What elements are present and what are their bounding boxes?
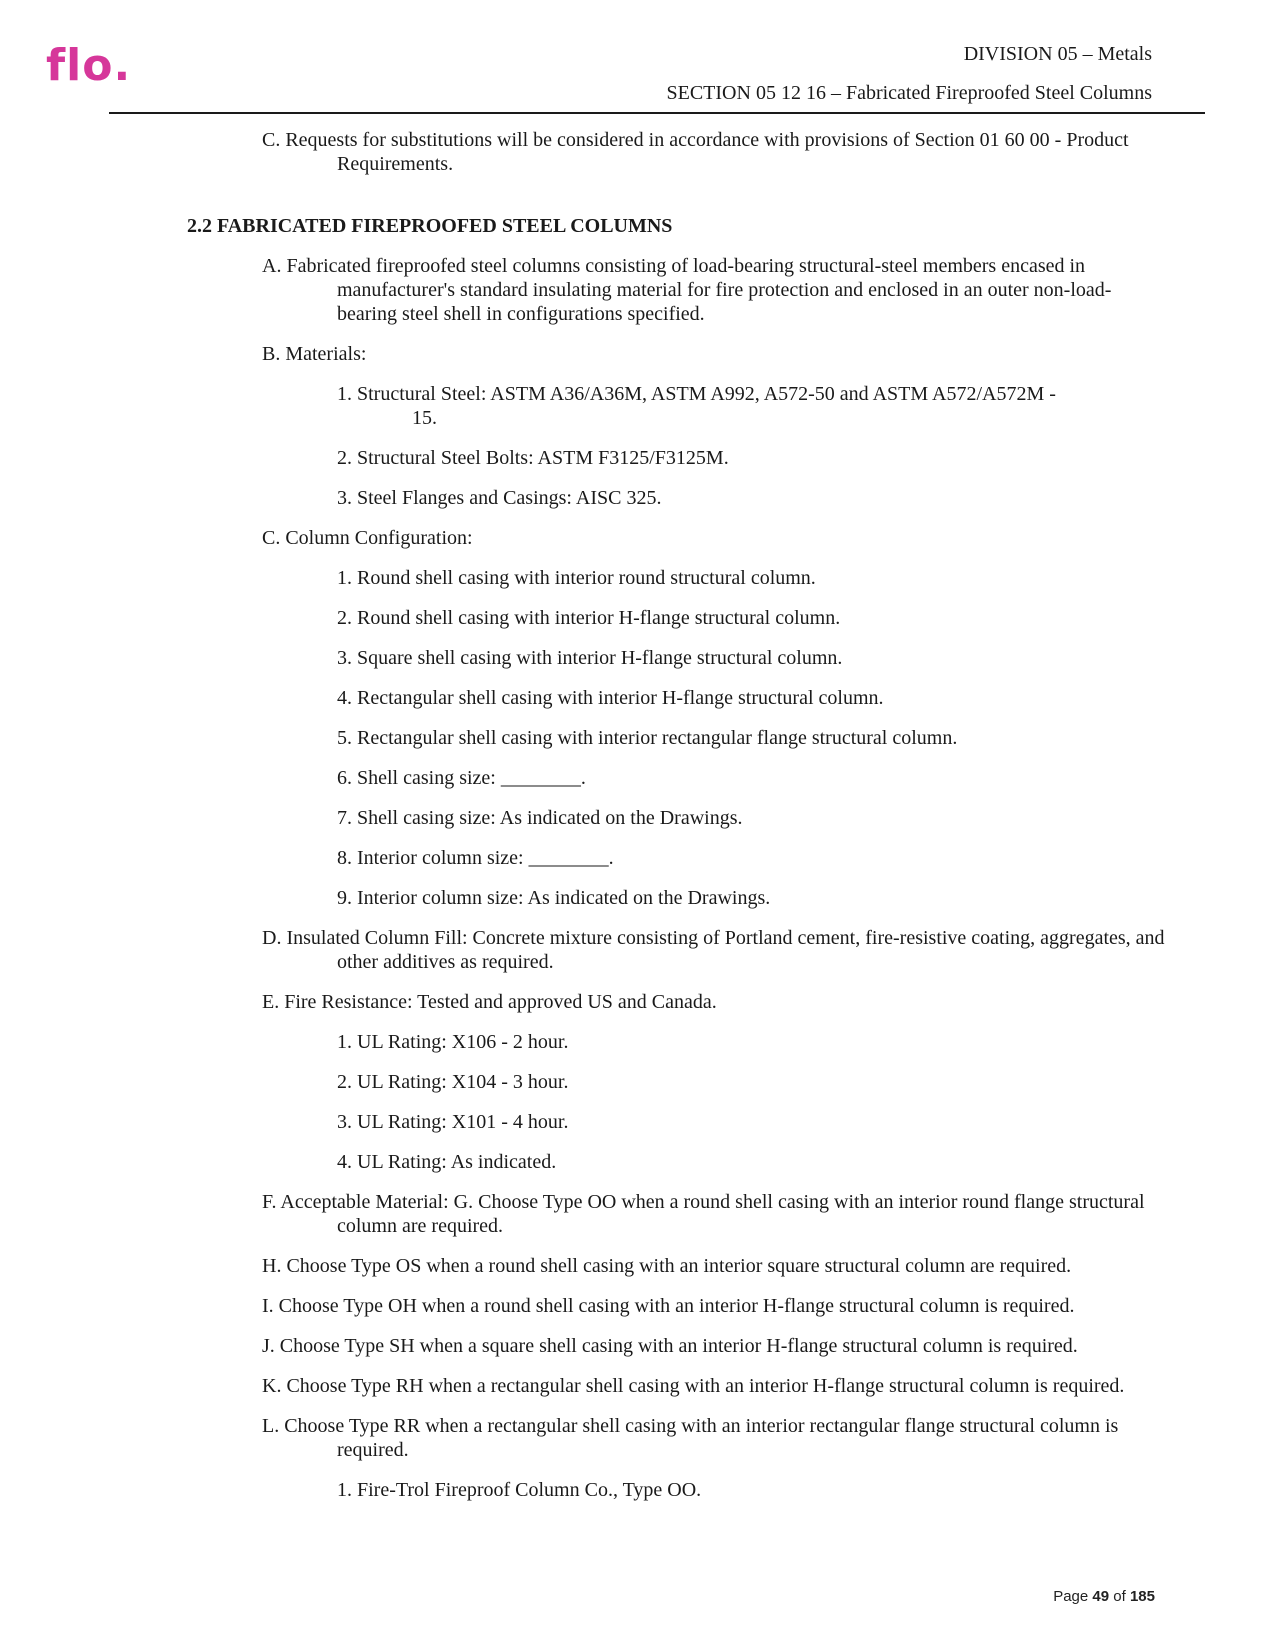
list-item: 1. UL Rating: X106 - 2 hour. — [337, 1031, 569, 1053]
paragraph-i: I. Choose Type OH when a round shell casing with an interior H-flange structural column is required. — [262, 1295, 1075, 1317]
page-header — [667, 44, 1153, 103]
flo-logo: flo. — [46, 40, 132, 91]
page-word: Page — [1053, 1588, 1089, 1605]
paragraph-f: F. Acceptable Material: G. Choose Type OO when a round shell casing with an interior round flange structural column are required. — [262, 1191, 1145, 1237]
paragraph-b-label: B. Materials: — [262, 343, 367, 365]
paragraph-k: K. Choose Type RH when a rectangular shell casing with an interior H-flange structural column is required. — [262, 1375, 1125, 1397]
list-item: 1. Round shell casing with interior round structural column. — [337, 567, 816, 589]
paragraph-h: H. Choose Type OS when a round shell casing with an interior square structural column are required. — [262, 1255, 1072, 1277]
list-item: 2. UL Rating: X104 - 3 hour. — [337, 1071, 569, 1093]
list-item: 2. Structural Steel Bolts: ASTM F3125/F3125M. — [337, 447, 729, 469]
list-item: 4. Rectangular shell casing with interior H-flange structural column. — [337, 687, 884, 709]
page-footer — [1053, 1588, 1155, 1605]
list-item: 3. UL Rating: X101 - 4 hour. — [337, 1111, 569, 1133]
list-item: 7. Shell casing size: As indicated on the Drawings. — [337, 807, 743, 829]
paragraph-c-label: C. Column Configuration: — [262, 527, 473, 549]
list-item: 8. Interior column size: ________. — [337, 847, 614, 869]
list-item: 6. Shell casing size: ________. — [337, 767, 586, 789]
header-divider — [109, 112, 1205, 114]
document-body — [0, 128, 1275, 1518]
list-item: 3. Square shell casing with interior H-flange structural column. — [337, 647, 843, 669]
page-number: 49 — [1092, 1588, 1110, 1605]
section-heading: 2.2 FABRICATED FIREPROOFED STEEL COLUMNS — [187, 215, 673, 237]
paragraph-l-label: L. Choose Type RR when a rectangular shell casing with an interior rectangular flange structural column is required. — [262, 1415, 1119, 1461]
list-item: 3. Steel Flanges and Casings: AISC 325. — [337, 487, 662, 509]
paragraph-e-label: E. Fire Resistance: Tested and approved US and Canada. — [262, 991, 717, 1013]
list-item: 1. Structural Steel: ASTM A36/A36M, ASTM A992, A572-50 and ASTM A572/A572M - 15. — [337, 383, 1056, 429]
list-item: 5. Rectangular shell casing with interior rectangular flange structural column. — [337, 727, 958, 749]
list-item: 1. Fire-Trol Fireproof Column Co., Type OO. — [337, 1479, 702, 1501]
of-word: of — [1113, 1588, 1126, 1605]
paragraph-d: D. Insulated Column Fill: Concrete mixture consisting of Portland cement, fire-resistive coating, aggregates, and other additives as required. — [262, 927, 1165, 973]
paragraph-intro-c: C. Requests for substitutions will be considered in accordance with provisions of Section 01 60 00 - Product Requirements. — [262, 129, 1129, 175]
list-item: 2. Round shell casing with interior H-flange structural column. — [337, 607, 841, 629]
page-total: 185 — [1129, 1588, 1155, 1605]
list-item: 9. Interior column size: As indicated on the Drawings. — [337, 887, 771, 909]
paragraph-j: J. Choose Type SH when a square shell casing with an interior H-flange structural column is required. — [262, 1335, 1078, 1357]
division-title: DIVISION 05 – Metals — [963, 43, 1152, 65]
section-title: SECTION 05 12 16 – Fabricated Fireproofed Steel Columns — [666, 82, 1152, 104]
paragraph-a: A. Fabricated fireproofed steel columns consisting of load-bearing structural-steel members encased in manufacturer's standard insulating material for fire protection and enclosed in an outer non-load-bearing steel shell in configurations specified. — [262, 255, 1112, 325]
list-item: 4. UL Rating: As indicated. — [337, 1151, 557, 1173]
